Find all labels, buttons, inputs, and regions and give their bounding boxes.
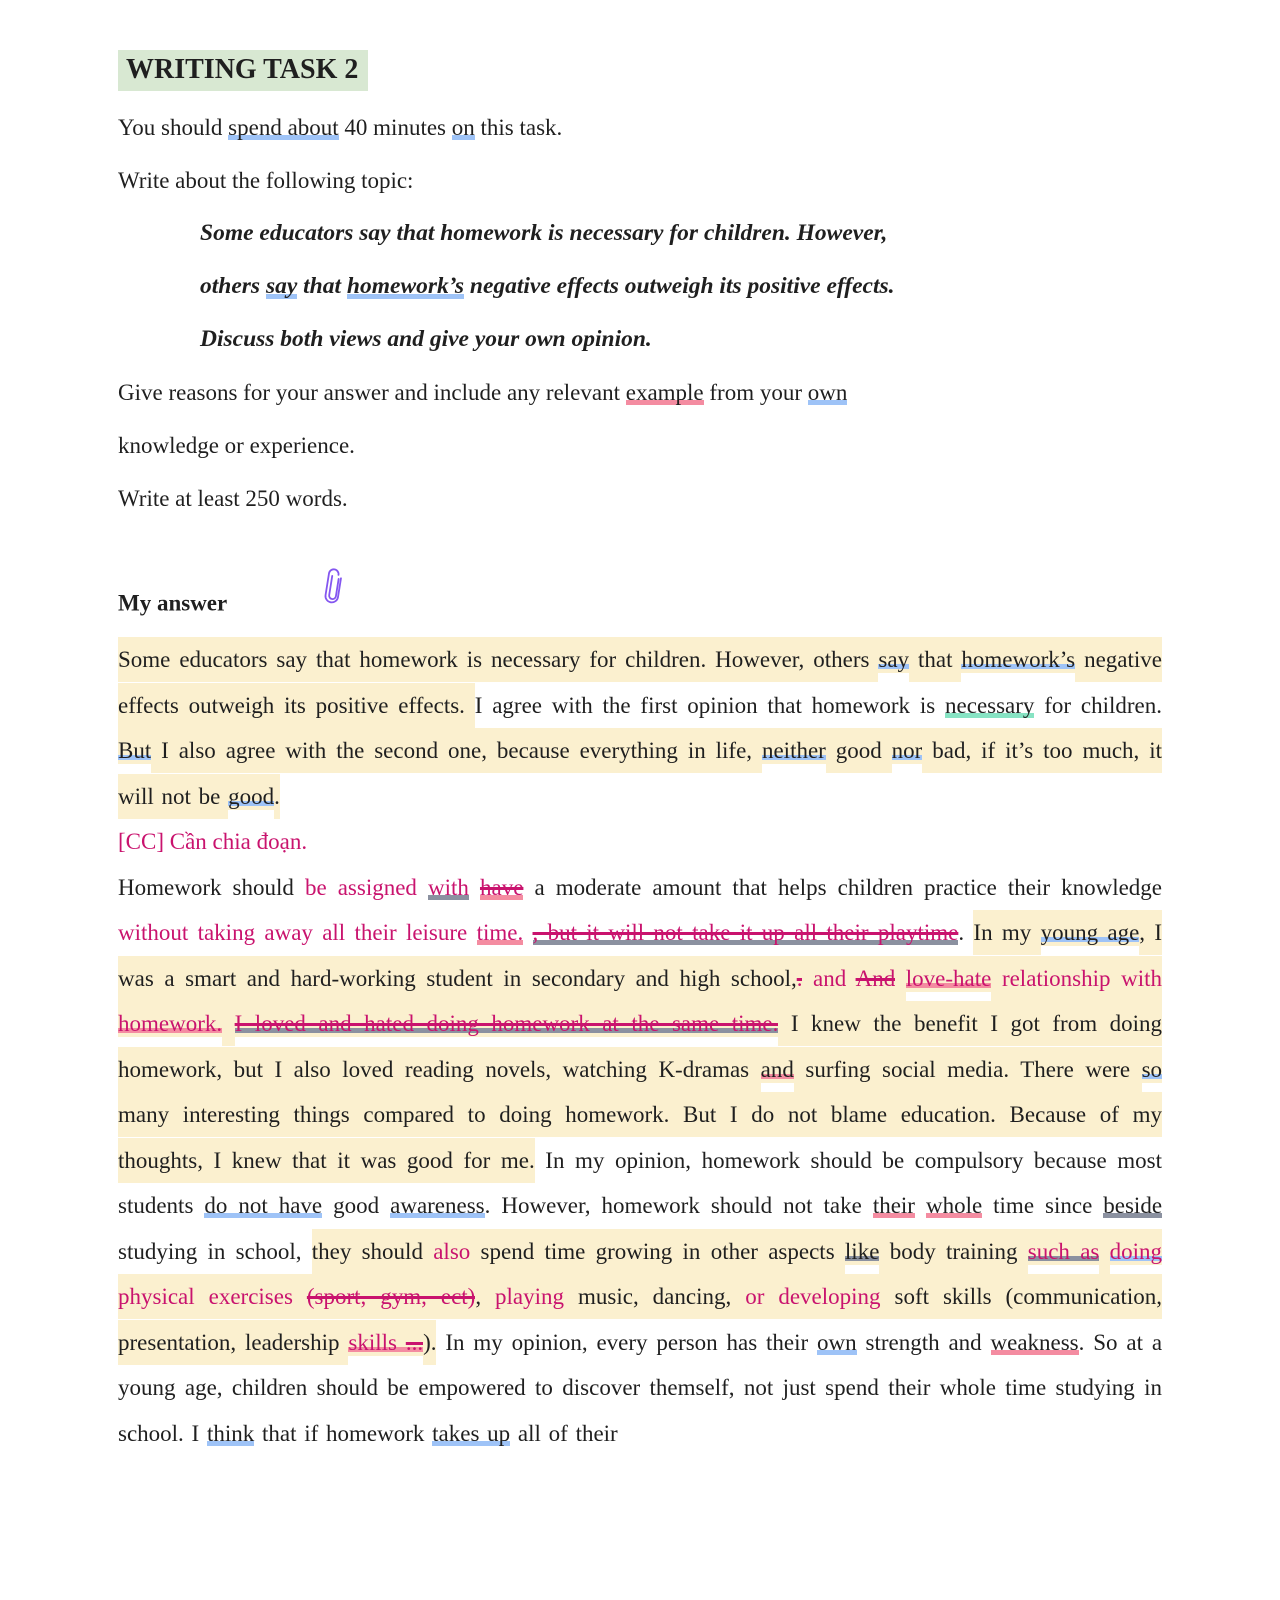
my-answer-heading (118, 573, 1162, 637)
prompt-time-line (118, 101, 1162, 154)
text-run: nor (892, 728, 923, 764)
text-run: I loved and hated doing homework at the same time. (235, 1001, 779, 1037)
text-run: so (1142, 1047, 1162, 1083)
text-run: And (856, 956, 896, 1001)
text-run: I agree with the first opinion that homework is (474, 692, 946, 718)
text-run: awareness (390, 1193, 485, 1218)
text-run: that (297, 273, 347, 299)
text-run: playing (495, 1274, 564, 1319)
text-run: own (807, 380, 848, 405)
text-run: time since (982, 1193, 1104, 1218)
text-run: strength and (856, 1329, 991, 1355)
text-run: beside (1103, 1193, 1163, 1218)
text-run (802, 956, 813, 1001)
text-run (222, 1001, 235, 1046)
text-run: and (813, 956, 846, 1001)
paperclip-icon (318, 563, 346, 627)
prompt-topic-intro (118, 154, 1162, 207)
text-run: such as (1028, 1229, 1100, 1265)
text-run: for children. (1034, 692, 1162, 718)
text-run: Discuss both views and give your own opinion. (200, 326, 652, 352)
text-run: surfing social media. There were (794, 1047, 1142, 1092)
task-title: WRITING TASK 2 (118, 50, 368, 91)
text-run: , (475, 1274, 495, 1319)
text-run: Some educators say that homework is necessary for children. However, others (118, 637, 878, 682)
text-run (1099, 1229, 1109, 1274)
text-run: homework. (118, 1001, 222, 1037)
text-run (397, 1320, 406, 1356)
text-run: . (274, 774, 280, 819)
topic-line-3 (200, 313, 1162, 366)
text-run: bad, if it’s too much, it will not be (118, 728, 1162, 819)
text-run: . (797, 956, 803, 1001)
text-run: takes up (432, 1420, 511, 1446)
text-run: spend about (228, 115, 339, 140)
text-run: with (428, 874, 469, 900)
text-run: young age (1041, 910, 1140, 946)
text-run: and (761, 1047, 794, 1083)
text-run: homework’s (961, 637, 1075, 673)
text-run: good (228, 774, 274, 810)
text-run: In my (973, 910, 1040, 955)
text-run: a moderate amount that helps children practice their knowledge (523, 874, 1163, 900)
text-run: spend time growing in other aspects (470, 1229, 845, 1274)
text-run: good (322, 1193, 391, 1218)
text-run: Homework should (118, 874, 305, 900)
text-run: good (826, 728, 892, 773)
text-run: own (817, 1329, 857, 1355)
answer-paragraph-2 (118, 865, 1162, 1457)
text-run: . (958, 920, 974, 945)
document-body (118, 101, 1162, 1456)
teacher-comment (118, 819, 1162, 865)
text-run: I knew the benefit I got from doing homework, but I also loved reading novels, watching K-dramas (118, 1001, 1162, 1092)
text-run: have (479, 874, 524, 900)
text-run: without taking away all their leisure (118, 920, 477, 945)
text-run: (sport, gym, ect) (307, 1274, 475, 1319)
text-run: their (872, 1193, 915, 1218)
text-run: In my opinion, homework should be compulsory because most students (118, 1147, 1162, 1218)
text-run: negative effects outweigh its positive effects. (118, 637, 1162, 728)
text-run: time. (476, 920, 524, 945)
text-run: ). (423, 1320, 436, 1365)
text-run (469, 875, 480, 900)
text-run: Some educators say that homework is necessary for children. However, (200, 220, 888, 246)
prompt-reasons-line-2 (118, 419, 1162, 472)
text-run: music, dancing, (564, 1274, 745, 1319)
text-run: 40 minutes (338, 115, 452, 140)
text-run: doing (1110, 1229, 1162, 1265)
text-run: I also agree with the second one, because everything in life, (151, 728, 762, 773)
text-run: others (200, 273, 266, 299)
text-run: Give reasons for your answer and include any relevant (118, 380, 626, 405)
text-run: relationship with (991, 956, 1162, 1001)
text-run: that if homework (254, 1420, 433, 1446)
text-run: , I was a smart and hard-working student in secondary and high school, (118, 910, 1162, 1001)
text-run: on (451, 115, 475, 140)
text-run: studying in school, (118, 1238, 312, 1264)
text-run: neither (762, 728, 826, 764)
text-run: whole (925, 1193, 983, 1218)
text-run: also (433, 1229, 470, 1274)
text-run: this task. (474, 115, 563, 140)
text-run: they should (312, 1229, 433, 1274)
topic-line-1 (200, 207, 1162, 260)
text-run: example (625, 380, 704, 405)
topic-line-2 (200, 260, 1162, 313)
text-run: . However, homework should not take (484, 1193, 873, 1218)
text-run: Write at least 250 words. (118, 486, 348, 511)
text-run: say (878, 637, 909, 673)
text-run: . So at a young age, children should be empowered to discover themself, not just spend their whole time studying in school. I (118, 1329, 1163, 1446)
text-run: love-hate (906, 956, 992, 992)
text-run: say (265, 273, 298, 299)
text-run: physical exercises (118, 1274, 307, 1319)
text-run: many interesting things compared to doing homework. But I do not blame education. Because of my thoughts, I knew that it was good for me. (118, 1092, 1162, 1183)
prompt-wordcount-line (118, 472, 1162, 525)
text-run: that (909, 637, 961, 682)
text-run: homework’s (346, 273, 464, 299)
answer-paragraph-1 (118, 637, 1162, 819)
text-run: weakness (990, 1329, 1079, 1355)
text-run (846, 956, 855, 1001)
text-run: think (206, 1420, 255, 1446)
text-run: ... (406, 1320, 423, 1356)
text-run: necessary (945, 692, 1035, 718)
text-run: In my opinion, every person has their (436, 1329, 818, 1355)
text-run (915, 1193, 926, 1218)
text-run: all of their (510, 1420, 618, 1446)
text-run: from your (703, 380, 808, 405)
text-run: But (118, 728, 151, 764)
text-run: , but it will not take it up all their playtime (532, 920, 959, 945)
text-run: body training (879, 1229, 1027, 1274)
text-run: negative effects outweigh its positive effects. (464, 273, 895, 299)
text-run: [CC] Cần chia đoạn. (118, 829, 308, 854)
text-run: soft skills (communication, presentation, leadership (118, 1274, 1162, 1365)
text-run: or developing (745, 1274, 880, 1319)
text-run: Write about the following topic: (118, 168, 414, 193)
text-run: like (845, 1229, 880, 1265)
text-run: My answer (118, 590, 227, 616)
text-run (523, 920, 532, 945)
text-run: knowledge or experience. (118, 433, 355, 458)
prompt-reasons-line-1 (118, 366, 1162, 419)
text-run (895, 956, 906, 1001)
text-run: skills (348, 1320, 397, 1356)
text-run: You should (118, 115, 229, 140)
text-run: do not have (204, 1193, 323, 1218)
text-run: be assigned (304, 874, 429, 900)
